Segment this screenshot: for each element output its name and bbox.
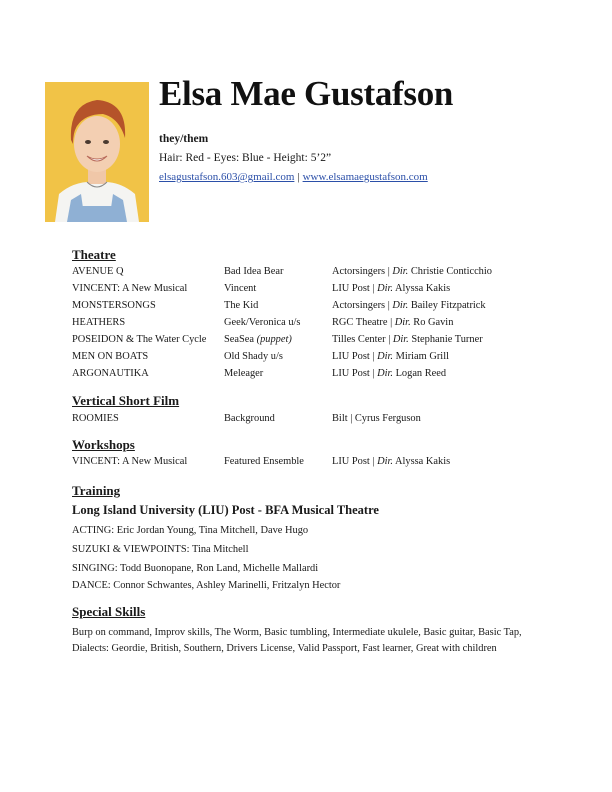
training-singing: SINGING: Todd Buonopane, Ron Land, Michelle Mallardi bbox=[72, 563, 319, 574]
skills-line: Dialects: Geordie, British, Southern, Drivers License, Valid Passport, Fast learner, Great with children bbox=[72, 643, 497, 654]
skills-text bbox=[72, 625, 542, 657]
credit-role: Bad Idea Bear bbox=[224, 266, 284, 277]
training-acting: ACTING: Eric Jordan Young, Tina Mitchell, Dave Hugo bbox=[72, 525, 309, 536]
credit-row bbox=[72, 351, 552, 365]
credit-company: LIU Post | bbox=[332, 368, 378, 379]
credit-row bbox=[72, 456, 552, 470]
credit-company: LIU Post | bbox=[332, 351, 378, 362]
credit-role: Vincent bbox=[224, 283, 257, 294]
credit-role: The Kid bbox=[224, 300, 259, 311]
credit-director: Alyssa Kakis bbox=[392, 456, 451, 467]
credit-role-note: (puppet) bbox=[256, 334, 292, 345]
credit-dir-label: Dir. bbox=[377, 456, 393, 467]
credit-role bbox=[224, 334, 292, 345]
credit-role: Old Shady u/s bbox=[224, 351, 283, 362]
section-title-theatre: Theatre bbox=[72, 247, 116, 262]
credit-row bbox=[72, 368, 552, 382]
credit-row bbox=[72, 334, 552, 348]
credit-company: Tilles Center | bbox=[332, 334, 393, 345]
contact-separator: | bbox=[297, 171, 300, 183]
skills-line: Burp on command, Improv skills, The Worm, Basic tumbling, Intermediate ukulele, Basic guitar, Basic Tap, bbox=[72, 627, 522, 638]
credit-director: Christie Conticchio bbox=[408, 266, 492, 277]
credit-director: Ro Gavin bbox=[410, 317, 454, 328]
credit-role: Geek/Veronica u/s bbox=[224, 317, 301, 328]
credit-role: Meleager bbox=[224, 368, 264, 379]
credit-role: Featured Ensemble bbox=[224, 456, 304, 467]
credit-company: Actorsingers | bbox=[332, 266, 393, 277]
headshot-photo bbox=[45, 82, 149, 222]
credit-row bbox=[72, 317, 552, 331]
credit-venue bbox=[332, 317, 453, 328]
credit-show: POSEIDON & The Water Cycle bbox=[72, 334, 207, 345]
credit-show: MONSTERSONGS bbox=[72, 300, 156, 311]
credit-role: Background bbox=[224, 413, 275, 424]
credit-director: Miriam Grill bbox=[392, 351, 449, 362]
credit-row bbox=[72, 283, 552, 297]
section-title-training: Training bbox=[72, 483, 121, 498]
credit-show: AVENUE Q bbox=[72, 266, 124, 277]
credit-role-name: SeaSea bbox=[224, 334, 257, 345]
credit-dir-label: Dir. bbox=[392, 334, 409, 345]
credit-dir-label: Dir. bbox=[377, 368, 393, 379]
credit-venue bbox=[332, 334, 483, 345]
section-title-workshops: Workshops bbox=[72, 437, 135, 452]
credit-director: Bailey Fitzpatrick bbox=[408, 300, 486, 311]
credit-dir-label: Dir. bbox=[377, 351, 393, 362]
credit-venue bbox=[332, 351, 449, 362]
credit-company: LIU Post | bbox=[332, 456, 378, 467]
credit-dir-label: Dir. bbox=[377, 283, 393, 294]
pronouns: they/them bbox=[159, 133, 209, 145]
headshot-illustration bbox=[45, 82, 149, 222]
credit-company: LIU Post | bbox=[332, 283, 378, 294]
credit-row bbox=[72, 300, 552, 314]
training-school: Long Island University (LIU) Post - BFA Musical Theatre bbox=[72, 503, 379, 517]
credit-director: Stephanie Turner bbox=[408, 334, 483, 345]
credit-show: MEN ON BOATS bbox=[72, 351, 149, 362]
credit-show: ARGONAUTIKA bbox=[72, 368, 149, 379]
physical-stats: Hair: Red - Eyes: Blue - Height: 5’2” bbox=[159, 152, 332, 164]
section-title-skills: Special Skills bbox=[72, 604, 146, 619]
credit-company: RGC Theatre | bbox=[332, 317, 395, 328]
page-title: Elsa Mae Gustafson bbox=[159, 74, 454, 113]
credit-row bbox=[72, 413, 552, 427]
credit-venue bbox=[332, 456, 450, 467]
credit-show: VINCENT: A New Musical bbox=[72, 456, 188, 467]
credit-venue bbox=[332, 300, 486, 311]
credit-dir-label: Dir. bbox=[392, 300, 409, 311]
credit-venue: Bilt | Cyrus Ferguson bbox=[332, 413, 421, 424]
credit-row bbox=[72, 266, 552, 280]
credit-venue bbox=[332, 266, 492, 277]
credit-show: VINCENT: A New Musical bbox=[72, 283, 188, 294]
credit-dir-label: Dir. bbox=[394, 317, 411, 328]
credit-show: ROOMIES bbox=[72, 413, 119, 424]
email-link[interactable]: elsagustafson.603@gmail.com bbox=[159, 171, 295, 183]
credit-show: HEATHERS bbox=[72, 317, 126, 328]
credit-venue bbox=[332, 368, 446, 379]
credit-company: Actorsingers | bbox=[332, 300, 393, 311]
credit-director: Alyssa Kakis bbox=[392, 283, 451, 294]
training-dance: DANCE: Connor Schwantes, Ashley Marinelli, Fritzalyn Hector bbox=[72, 580, 341, 591]
contact-line bbox=[159, 171, 428, 183]
credit-director: Logan Reed bbox=[392, 368, 447, 379]
credit-venue bbox=[332, 283, 450, 294]
credit-dir-label: Dir. bbox=[392, 266, 409, 277]
section-title-film: Vertical Short Film bbox=[72, 393, 180, 408]
website-link[interactable]: www.elsamaegustafson.com bbox=[302, 171, 428, 183]
training-suzuki: SUZUKI & VIEWPOINTS: Tina Mitchell bbox=[72, 544, 249, 555]
